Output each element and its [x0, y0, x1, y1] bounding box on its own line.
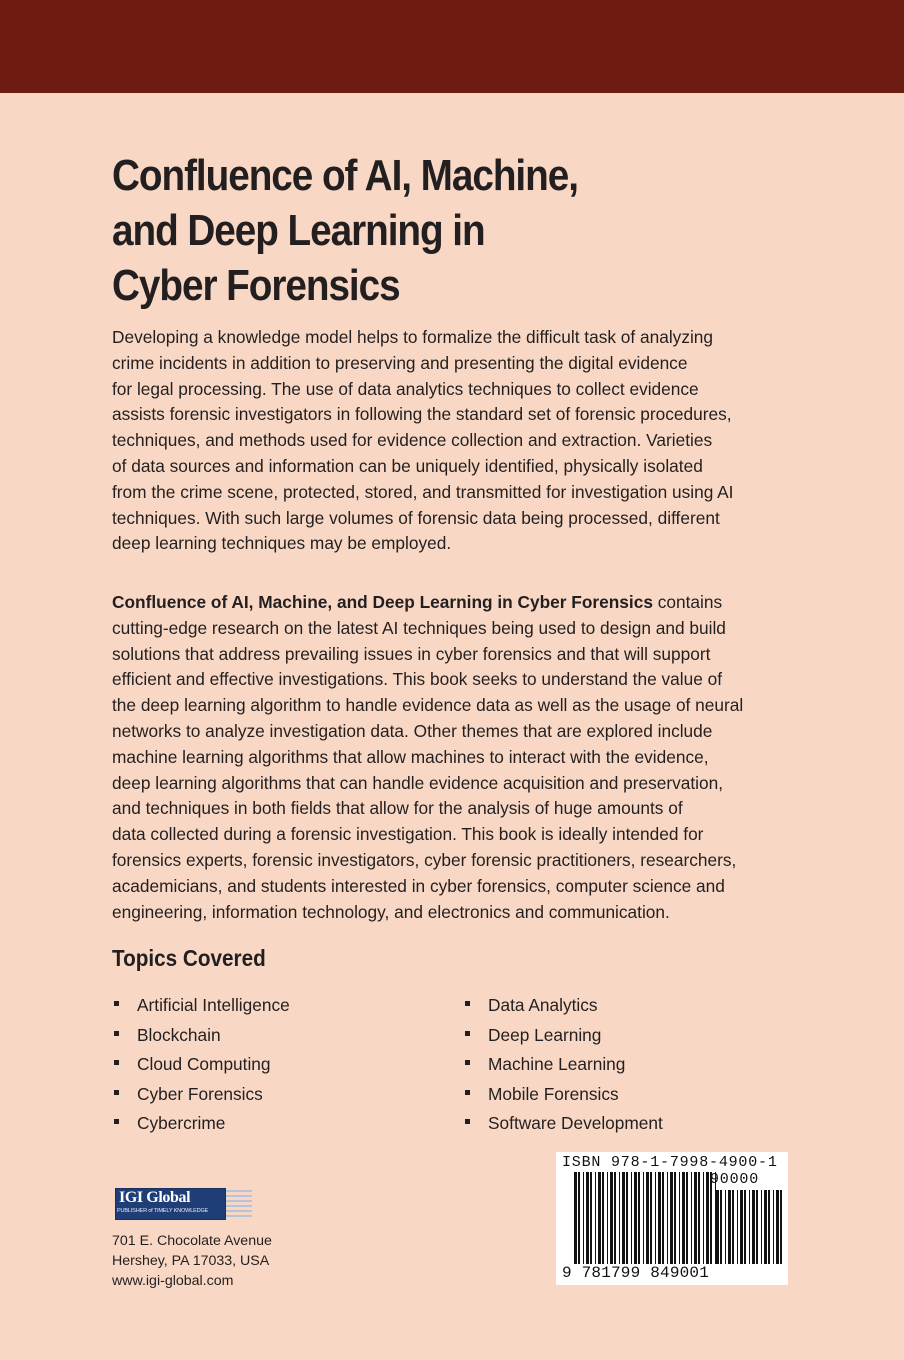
barcode-bar [619, 1172, 620, 1264]
barcode-bar [761, 1190, 762, 1264]
square-bullet-icon [465, 1031, 470, 1036]
barcode-bar [578, 1172, 580, 1264]
top-color-band [0, 0, 904, 93]
barcode-bar [756, 1190, 758, 1264]
topics-list-right [463, 993, 663, 1141]
topic-item [112, 1023, 290, 1053]
price-code: 90000 [710, 1171, 760, 1188]
topic-label: Machine Learning [488, 1054, 626, 1075]
barcode-bar [737, 1190, 738, 1264]
barcode-bar [574, 1172, 577, 1264]
barcode-bar [602, 1172, 604, 1264]
topic-item [463, 1052, 663, 1082]
barcode-bar [732, 1190, 734, 1264]
barcode-bar [638, 1172, 640, 1264]
square-bullet-icon [114, 1119, 119, 1124]
paragraph-line: techniques. With such large volumes of forensic data being processed, different [112, 507, 720, 528]
topic-label: Deep Learning [488, 1024, 602, 1045]
paragraph-line-rest: contains [652, 592, 723, 612]
description-paragraph-2 [112, 590, 802, 925]
square-bullet-icon [465, 1119, 470, 1124]
paragraph-line: engineering, information technology, and electronics and communication. [112, 901, 670, 922]
paragraph-line [112, 590, 802, 616]
paragraph-line: and techniques in both fields that allow for the analysis of huge amounts of [112, 798, 683, 819]
barcode-bar [650, 1172, 652, 1264]
paragraph-line: for legal processing. The use of data analytics techniques to collect evidence [112, 378, 699, 399]
barcode-bar [674, 1172, 676, 1264]
square-bullet-icon [465, 1060, 470, 1065]
paragraph-line: Developing a knowledge model helps to formalize the difficult task of analyzing [112, 327, 714, 347]
paragraph-line: crime incidents in addition to preserving and presenting the digital evidence [112, 352, 688, 373]
paragraph-line: the deep learning algorithm to handle evidence data as well as the usage of neural [112, 695, 744, 716]
publisher-website-link[interactable]: www.igi-global.com [112, 1273, 234, 1289]
logo-stripes-decoration [226, 1190, 252, 1220]
barcode-bar [679, 1172, 680, 1264]
barcode-bar [776, 1190, 779, 1264]
topic-item [112, 993, 290, 1023]
topic-item [112, 1082, 290, 1112]
barcode-bar [752, 1190, 755, 1264]
topic-label: Artificial Intelligence [137, 995, 290, 1015]
square-bullet-icon [465, 1090, 470, 1095]
barcode-bar [595, 1172, 596, 1264]
topic-item [463, 1082, 663, 1112]
barcode-bar [703, 1172, 704, 1264]
barcode-bar [749, 1190, 750, 1264]
barcode-bar [670, 1172, 673, 1264]
barcode-digits: 9 781799 849001 [562, 1264, 710, 1282]
barcode-bar [768, 1190, 770, 1264]
paragraph-line: solutions that address prevailing issues in cyber forensics and that will support [112, 643, 711, 664]
paragraph-line: machine learning algorithms that allow machines to interact with the evidence, [112, 746, 709, 767]
topic-label: Cybercrime [137, 1113, 226, 1134]
paragraph-line: networks to analyze investigation data. Other themes that are explored include [112, 720, 713, 741]
paragraph-line: efficient and effective investigations. This book seeks to understand the value of [112, 669, 723, 690]
book-title-line: Confluence of AI, Machine, [112, 151, 578, 200]
book-title-inline: Confluence of AI, Machine, and Deep Learning in Cyber Forensics [112, 592, 653, 612]
barcode-bar [728, 1190, 731, 1264]
barcode-bar [631, 1172, 632, 1264]
barcode-bar [691, 1172, 692, 1264]
topics-list-left [112, 993, 290, 1141]
book-title-line: Cyber Forensics [112, 261, 400, 310]
publisher-logo-tagline: PUBLISHER of TIMELY KNOWLEDGE [117, 1208, 209, 1214]
description-paragraph-1 [112, 325, 802, 557]
barcode-bar [655, 1172, 656, 1264]
barcode-bar [740, 1190, 743, 1264]
barcode-bar [590, 1172, 592, 1264]
barcode-bar [643, 1172, 644, 1264]
barcode-bar [716, 1190, 719, 1264]
barcode-bar [725, 1190, 726, 1264]
square-bullet-icon [465, 1001, 470, 1006]
publisher-address [112, 1231, 272, 1291]
book-title-line: and Deep Learning in [112, 206, 485, 255]
barcode-bar [658, 1172, 661, 1264]
barcode-bar [614, 1172, 616, 1264]
barcode-bar [626, 1172, 628, 1264]
barcode-bar [607, 1172, 608, 1264]
paragraph-line: of data sources and information can be uniquely identified, physically isolated [112, 455, 703, 476]
barcode-bar [706, 1172, 709, 1264]
isbn-barcode [556, 1152, 788, 1285]
address-line: Hershey, PA 17033, USA [112, 1253, 270, 1269]
topic-item [112, 1111, 290, 1141]
paragraph-line: techniques, and methods used for evidence collection and extraction. Varieties [112, 430, 713, 451]
barcode-bar [720, 1190, 722, 1264]
barcode-bar [646, 1172, 649, 1264]
book-title [112, 148, 728, 313]
barcode-bar [586, 1172, 589, 1264]
paragraph-line: deep learning algorithms that can handle evidence acquisition and preservation, [112, 772, 724, 793]
square-bullet-icon [114, 1060, 119, 1065]
publisher-logo [115, 1188, 226, 1220]
topic-label: Cyber Forensics [137, 1083, 263, 1104]
paragraph-line: cutting-edge research on the latest AI techniques being used to design and build [112, 617, 726, 638]
barcode-bar [610, 1172, 613, 1264]
barcode-bar [686, 1172, 688, 1264]
barcode-bar [667, 1172, 668, 1264]
topics-heading: Topics Covered [112, 945, 266, 971]
barcode-bar [598, 1172, 601, 1264]
paragraph-line: from the crime scene, protected, stored, and transmitted for investigation using AI [112, 481, 734, 502]
isbn-label: ISBN 978-1-7998-4900-1 [562, 1154, 778, 1171]
topic-label: Mobile Forensics [488, 1083, 619, 1104]
paragraph-line: deep learning techniques may be employed. [112, 533, 452, 554]
barcode-bar [780, 1190, 782, 1264]
paragraph-line: academicians, and students interested in cyber forensics, computer science and [112, 875, 725, 896]
barcode-bar [634, 1172, 637, 1264]
topic-label: Cloud Computing [137, 1054, 271, 1075]
paragraph-line: data collected during a forensic investigation. This book is ideally intended for [112, 824, 704, 845]
topic-item [463, 993, 663, 1023]
paragraph-line: forensics experts, forensic investigators, cyber forensic practitioners, researchers, [112, 849, 737, 870]
paragraph-line: assists forensic investigators in following the standard set of forensic procedures, [112, 404, 732, 425]
topic-label: Data Analytics [488, 995, 598, 1015]
barcode-bar [662, 1172, 664, 1264]
square-bullet-icon [114, 1090, 119, 1095]
topic-item [463, 1111, 663, 1141]
barcode-bar [744, 1190, 746, 1264]
square-bullet-icon [114, 1001, 119, 1006]
barcode-bar [682, 1172, 685, 1264]
topic-item [112, 1052, 290, 1082]
barcode-bar [764, 1190, 767, 1264]
barcode-bar [694, 1172, 697, 1264]
topic-label: Software Development [488, 1113, 663, 1134]
barcode-bar [773, 1190, 774, 1264]
barcode-bar [583, 1172, 584, 1264]
publisher-logo-name: IGI Global [119, 1189, 191, 1206]
barcode-bar [698, 1172, 700, 1264]
barcode-bar [622, 1172, 625, 1264]
address-line: 701 E. Chocolate Avenue [112, 1233, 272, 1249]
square-bullet-icon [114, 1031, 119, 1036]
topic-label: Blockchain [137, 1024, 221, 1045]
topic-item [463, 1023, 663, 1053]
